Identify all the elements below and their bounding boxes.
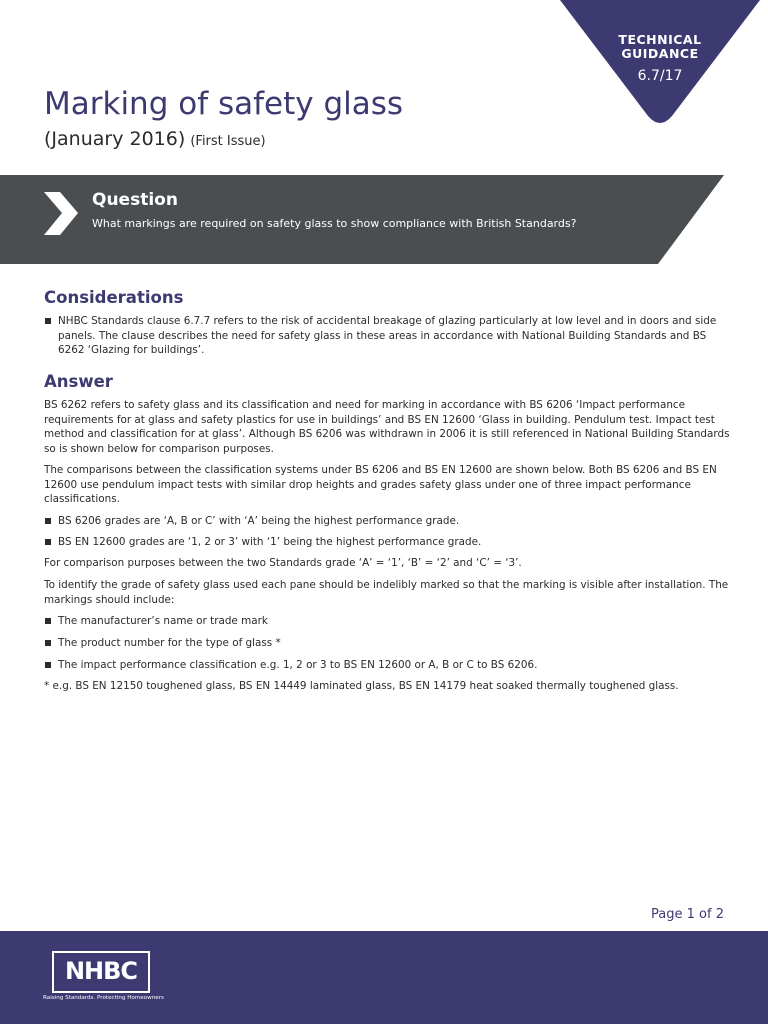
list-item (44, 614, 724, 629)
answer-paragraph-1: BS 6262 refers to safety glass and its classification and need for marking in accordance with BS 6206 ‘Impact performance requirements for at glass and safety plastics for use in buildings’ and BS EN 12600 ‘Glass in building. Pendulum test. Impact test method and classification for at glass’. Although BS 6206 was withdrawn in 2006 it is still referenced in National Building Standards so is shown below for comparison purposes. (44, 399, 730, 455)
bullet-square-icon (45, 318, 51, 324)
footer-band (0, 931, 768, 1024)
page-title: Marking of safety glass (44, 86, 404, 122)
list-item (44, 636, 724, 651)
issue-date: (January 2016) (44, 128, 186, 150)
footnote: * e.g. BS EN 12150 toughened glass, BS EN 14449 laminated glass, BS EN 14179 heat soaked thermally toughened glass. (44, 680, 679, 692)
answer-paragraph-2: The comparisons between the classification systems under BS 6206 and BS EN 12600 are shown below. Both BS 6206 and BS EN 12600 use pendulum impact tests with similar drop heights and grades safety glass under one of three impact performance classifications. (44, 464, 717, 505)
answer-paragraph-4: To identify the grade of safety glass used each pane should be indelibly marked so that the marking is visible after installation. The markings should include: (44, 579, 729, 606)
considerations-heading: Considerations (44, 288, 184, 307)
answer-paragraph-3: For comparison purposes between the two Standards grade ‘A’ = ‘1’, ‘B’ = ‘2’ and ‘C’ = ‘3’. (44, 557, 522, 569)
issue-label: (First Issue) (190, 134, 266, 149)
list-item (44, 658, 724, 673)
list-item-text: The manufacturer’s name or trade mark (58, 615, 268, 627)
footer-tagline: Raising Standards. Protecting Homeowners (43, 995, 164, 1001)
list-item-text: NHBC Standards clause 6.7.7 refers to the risk of accidental breakage of glazing particularly at low level and in doors and side panels. The clause describes the need for safety glass in these areas in accordance with National Building Standards and BS 6262 ‘Glazing for buildings’. (58, 315, 717, 356)
bullet-square-icon (45, 518, 51, 524)
question-text: What markings are required on safety glass to show compliance with British Standards? (92, 217, 577, 230)
list-item-text: BS 6206 grades are ‘A, B or C’ with ‘A’ being the highest performance grade. (58, 515, 460, 527)
nhbc-logo (52, 951, 150, 993)
badge-code: 6.7/17 (637, 68, 683, 84)
page-number: Page 1 of 2 (651, 907, 724, 922)
badge-line-2: GUIDANCE (621, 46, 699, 61)
list-item-text: The product number for the type of glass * (58, 637, 281, 649)
logo-wordmark: NHBC (64, 957, 138, 985)
list-item-text: BS EN 12600 grades are ‘1, 2 or 3’ with ‘1’ being the highest performance grade. (58, 536, 482, 548)
bullet-square-icon (45, 618, 51, 624)
technical-guidance-badge (560, 0, 760, 124)
bullet-square-icon (45, 662, 51, 668)
question-heading: Question (92, 190, 178, 210)
list-item (44, 314, 724, 358)
bullet-square-icon (45, 640, 51, 646)
answer-heading: Answer (44, 372, 113, 391)
subtitle (44, 128, 266, 150)
list-item-text: The impact performance classification e.g. 1, 2 or 3 to BS EN 12600 or A, B or C to BS 6206. (58, 659, 538, 671)
badge-triangle (560, 0, 760, 124)
list-item (44, 535, 724, 550)
badge-line-1: TECHNICAL (618, 32, 702, 47)
bullet-square-icon (45, 539, 51, 545)
list-item (44, 514, 724, 529)
